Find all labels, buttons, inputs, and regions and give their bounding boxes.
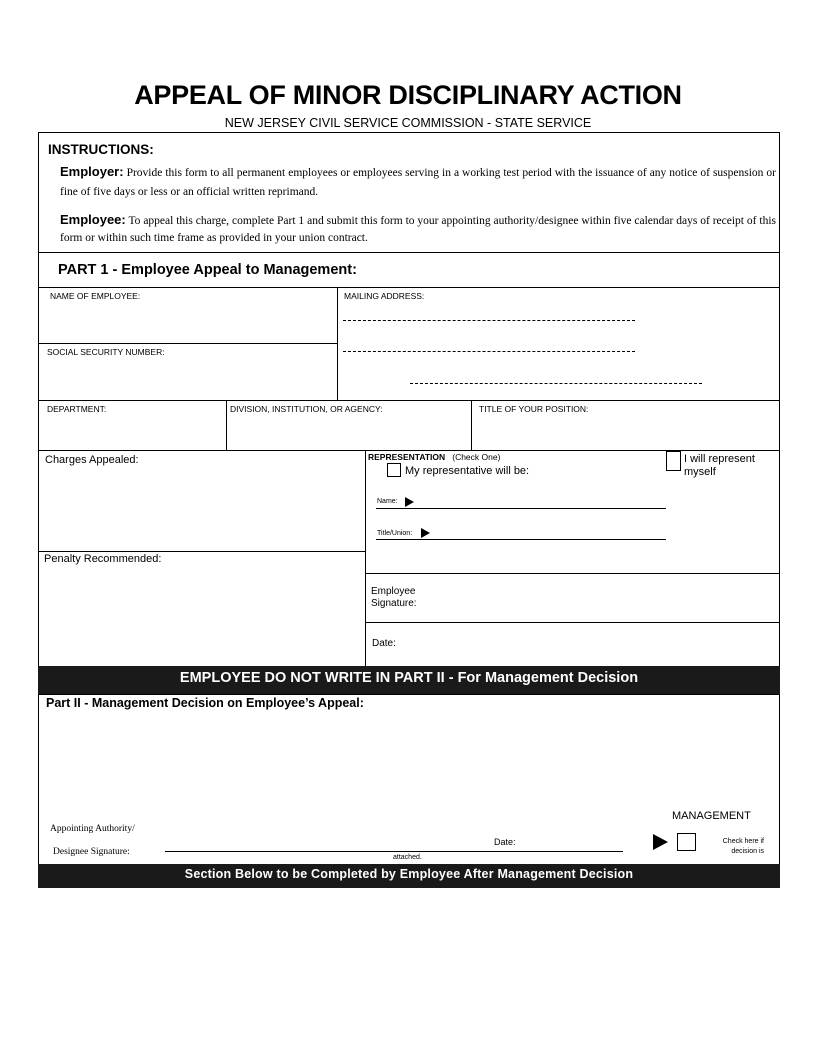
- rep-name-label: Name:: [377, 498, 398, 505]
- employer-label: Employer:: [60, 164, 124, 179]
- part1-heading-box: [38, 252, 780, 288]
- name-of-employee-label: NAME OF EMPLOYEE:: [50, 291, 141, 301]
- management-arrow-icon: [653, 834, 668, 850]
- bottom-section-bar: Section Below to be Completed by Employee After Management Decision: [38, 864, 780, 888]
- check-here-text: Check here if decision is: [722, 838, 764, 855]
- employer-text: Provide this form to all permanent employees or employees serving in a working test period with the issuance of any notice of suspension or fine of five days or less or an official written reprimand.: [60, 167, 777, 198]
- title-union-arrow-icon: [421, 528, 430, 538]
- rep-title-union-label: Title/Union:: [377, 530, 413, 537]
- charges-appealed-box[interactable]: [38, 450, 366, 552]
- appointing-authority-label: Appointing Authority/: [50, 824, 135, 834]
- name-arrow-icon: [405, 497, 414, 507]
- part2-heading: Part II - Management Decision on Employee’s Appeal:: [46, 696, 364, 710]
- attached-text: attached.: [393, 854, 422, 861]
- employee-label: Employee:: [60, 212, 126, 227]
- position-field-box[interactable]: [471, 400, 780, 451]
- my-representative-checkbox[interactable]: [387, 463, 401, 477]
- rep-name-line[interactable]: [376, 508, 666, 509]
- rep-title-union-line[interactable]: [376, 539, 666, 540]
- address-line-1[interactable]: [343, 320, 635, 321]
- employee-date-box[interactable]: [365, 622, 780, 668]
- mailing-address-label: MAILING ADDRESS:: [344, 291, 425, 301]
- part2-section: [38, 694, 780, 866]
- employee-date-label: Date:: [372, 638, 396, 649]
- charges-appealed-label: Charges Appealed:: [45, 454, 139, 466]
- ssn-field-box[interactable]: [38, 343, 338, 401]
- decision-attached-checkbox[interactable]: [677, 833, 696, 851]
- employer-instruction: [60, 162, 776, 202]
- part1-heading: PART 1 - Employee Appeal to Management:: [58, 262, 357, 278]
- designee-signature-label: Designee Signature:: [53, 847, 130, 857]
- penalty-recommended-box[interactable]: [38, 551, 366, 668]
- position-title-label: TITLE OF YOUR POSITION:: [479, 404, 589, 414]
- address-line-2[interactable]: [343, 351, 635, 352]
- penalty-recommended-label: Penalty Recommended:: [44, 553, 162, 565]
- employee-signature-label: Employee Signature:: [371, 586, 417, 609]
- address-line-3[interactable]: [410, 383, 702, 384]
- department-label: DEPARTMENT:: [47, 404, 107, 414]
- name-field-box[interactable]: [38, 287, 338, 344]
- employee-text: To appeal this charge, complete Part 1 and submit this form to your appointing authority/designee within five calendar days of receipt of this form or within such time frame as provided in your union contract.: [60, 215, 776, 244]
- check-one-text: (Check One): [452, 452, 501, 462]
- part2-warning-bar: EMPLOYEE DO NOT WRITE IN PART II - For Management Decision: [38, 666, 780, 695]
- management-signature-line[interactable]: [165, 851, 623, 852]
- my-representative-label: My representative will be:: [405, 465, 530, 477]
- management-date-label: Date:: [494, 837, 516, 847]
- form-subtitle: NEW JERSEY CIVIL SERVICE COMMISSION - STATE SERVICE: [224, 116, 592, 130]
- department-field-box[interactable]: [38, 400, 227, 451]
- management-label: MANAGEMENT: [672, 810, 751, 822]
- self-represent-label: I will represent myself: [684, 453, 755, 478]
- employee-signature-box[interactable]: [365, 573, 780, 623]
- representation-label: REPRESENTATION (Check One): [368, 452, 501, 462]
- employee-instruction: [60, 211, 776, 247]
- ssn-label: SOCIAL SECURITY NUMBER:: [47, 347, 165, 357]
- mailing-address-box[interactable]: [337, 287, 780, 401]
- self-represent-checkbox[interactable]: [666, 451, 681, 471]
- form-title: APPEAL OF MINOR DISCIPLINARY ACTION: [134, 80, 682, 110]
- division-field-box[interactable]: [226, 400, 472, 451]
- instructions-section: [38, 132, 780, 253]
- division-label: DIVISION, INSTITUTION, OR AGENCY:: [230, 404, 383, 414]
- representation-box: [365, 450, 780, 574]
- instructions-heading: INSTRUCTIONS:: [48, 142, 154, 157]
